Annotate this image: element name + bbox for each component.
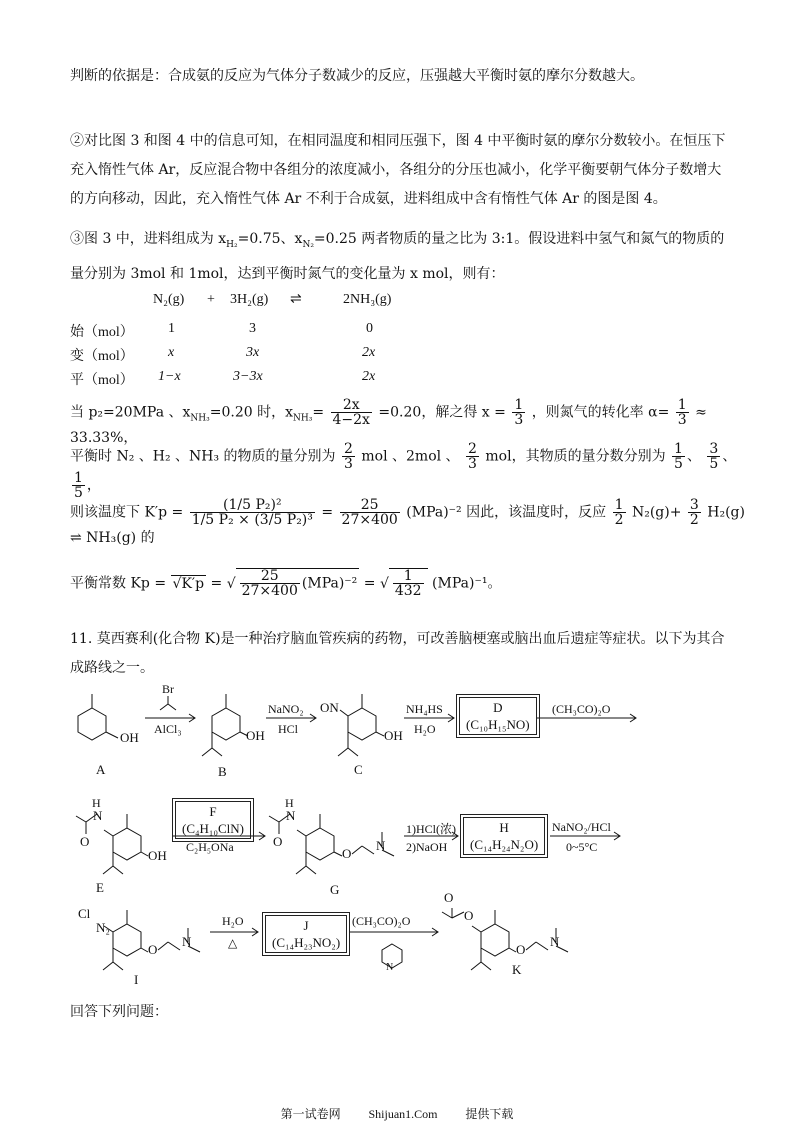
denominator: 3 xyxy=(514,412,524,428)
reagent-heat: △ xyxy=(228,936,238,950)
structure-b-ring xyxy=(212,708,240,740)
fraction xyxy=(393,569,424,598)
cell: 2x xyxy=(362,345,376,360)
text-seg: H₂(g) ⇌ NH₃(g) 的 xyxy=(70,504,745,546)
structure-e-ring xyxy=(113,828,141,860)
reagent-alcl3: AlCl₃ xyxy=(154,722,182,736)
cl-label: Cl xyxy=(78,906,91,921)
n-label: N xyxy=(376,838,386,853)
question-11: 11. 莫西赛利(化合物 K)是一种治疗脑血管疾病的药物，可改善脑梗塞或脑出血后遗症等症状。以下为其合成路线之一。 xyxy=(70,631,725,676)
denominator: 27×400 xyxy=(341,512,398,528)
fraction xyxy=(342,442,355,471)
o-label: O xyxy=(80,834,90,849)
text-seg: (MPa)⁻² xyxy=(301,575,358,592)
fraction xyxy=(72,471,85,500)
fraction xyxy=(512,398,525,427)
reagent-nh4hs: NH₄HS xyxy=(406,702,443,716)
numerator: 1 xyxy=(674,441,683,457)
label-b: B xyxy=(218,764,227,779)
reagent-naoh: 2)NaOH xyxy=(406,840,448,854)
text-seg: =0.25 两者物质的量之比为 3:1。假设进料中氢气和氮气的物质的量分别为 3mol 和 1mol，达到平衡时氮气的变化量为 x mol，则有： xyxy=(70,231,725,282)
paragraph-judgement: 判断的依据是：合成氨的反应为气体分子数减少的反应，压强越大平衡时氨的摩尔分数越大。 xyxy=(70,68,644,84)
reagent-br: Br xyxy=(162,682,174,696)
numerator: 25 xyxy=(340,498,400,513)
fraction xyxy=(240,569,300,598)
reagent-temp: 0~5°C xyxy=(566,840,598,854)
text-seg: ≈ 33.33%， xyxy=(70,404,707,446)
text-seg: (MPa)⁻² 因此，该温度时，反应 xyxy=(406,504,607,521)
o-label: O xyxy=(148,942,158,957)
calc-line-3 xyxy=(70,498,750,547)
row-label: 变（mol） xyxy=(70,349,134,364)
paragraph-feed-composition: ③图 3 中，进料组成为 $x_{H_2}=0.75$、$x_{N_2}=0.25$ 两者物质的量之比为 3:1。假设进料中氢气和氮气的物质的量分别为 3mol 和 1mol，达到平衡时氮气的变化量为 x mol，则有： xyxy=(70,231,725,282)
numerator: 2 xyxy=(344,441,353,457)
numerator: 1 xyxy=(393,569,424,584)
compound-j-box xyxy=(262,912,350,956)
text-seg: 则该温度下 K′p = xyxy=(70,504,184,521)
sqrt-expression: √ $\frac{1}{432}$ xyxy=(380,576,428,592)
table-header-nh3: 2NH₃(g) xyxy=(343,292,392,307)
label-a: A xyxy=(96,762,106,777)
numerator: (1/5 P₂)² xyxy=(190,498,315,513)
compound-d-name: D xyxy=(493,700,503,715)
oh-label: OH xyxy=(246,728,265,743)
text-seg: mol 、2mol 、 xyxy=(361,448,460,465)
structure-c-ring xyxy=(348,708,376,740)
oh-label: OH xyxy=(384,728,403,743)
compound-j-formula: (C₁₄H₂₃NO₂) xyxy=(272,935,341,950)
n-label: N xyxy=(550,934,560,949)
fraction xyxy=(466,442,479,471)
text-seg: ③图 3 中，进料组成为 x xyxy=(70,231,227,247)
text-seg: (MPa)⁻¹。 xyxy=(432,575,502,592)
numerator: 1 xyxy=(74,470,83,486)
ice-table xyxy=(70,292,470,392)
fraction xyxy=(688,498,701,527)
compound-f-name: F xyxy=(209,804,217,819)
row-label: 平（mol） xyxy=(70,373,134,388)
denominator: 2 xyxy=(689,512,699,528)
synthesis-scheme xyxy=(0,682,794,987)
row-label: 始（mol） xyxy=(70,325,134,340)
structure-a-ring xyxy=(78,708,106,740)
answer-prompt: 回答下列问题： xyxy=(70,1004,168,1020)
denominator: 4−2x xyxy=(332,412,370,428)
reagent-h2o: H₂O xyxy=(414,722,436,736)
fraction xyxy=(190,498,315,527)
cell: 3x xyxy=(246,345,260,360)
cell: 3−3x xyxy=(233,369,263,384)
text-seg: 、 xyxy=(686,448,701,465)
denominator: 5 xyxy=(74,485,83,501)
compound-f-formula: (C₄H₁₀ClN) xyxy=(182,821,244,836)
reagent-ac2o: (CH₃CO)₂O xyxy=(552,702,611,716)
radicand: K′p xyxy=(181,575,205,592)
oh-label: OH xyxy=(148,848,167,863)
text-seg: ， xyxy=(86,477,101,494)
fraction xyxy=(676,398,689,427)
calc-line-1: 当 p₂=20MPa 、$x_{NH_3}=0.20$ 时，$x_{NH_3}=$ $\frac{2x}{4-2x}$ =0.20，解之得 x = $\frac{1}{3}$ ，则氮气的转化率 α= $\frac{1}{3}$ ≈ 33.33%， xyxy=(70,397,707,446)
denominator: 5 xyxy=(709,456,719,472)
o-label: O xyxy=(273,834,283,849)
text-seg: N₂(g)+ xyxy=(631,504,682,521)
numerator: 1 xyxy=(677,397,687,413)
reagent-hcl-conc: 1)HCl(浓) xyxy=(406,822,456,836)
o-label: O xyxy=(444,890,454,905)
numerator: 2x xyxy=(331,398,372,413)
sqrt-expression: √ $\frac{25}{27\times 400}$ (MPa)⁻² xyxy=(226,568,358,599)
table-header-h2: 3H₂(g) xyxy=(230,292,269,307)
compound-h-name: H xyxy=(499,820,509,835)
denominator: 1/5 P₂ × (3/5 P₂)³ xyxy=(191,512,313,528)
label-g: G xyxy=(330,882,340,897)
denominator: 5 xyxy=(674,456,683,472)
o-label: O xyxy=(342,846,352,861)
fraction xyxy=(340,498,400,527)
o-label: O xyxy=(464,908,474,923)
text-seg: = xyxy=(321,504,334,521)
h-label: H xyxy=(92,796,101,810)
o-label: O xyxy=(516,942,526,957)
text-seg: = xyxy=(210,575,223,592)
n-label: N xyxy=(93,808,103,823)
numerator: 3 xyxy=(709,441,719,457)
paragraph-comparison: ②对比图 3 和图 4 中的信息可知，在相同温度和相同压强下，图 4 中平衡时氨的摩尔分数较小。在恒压下充入惰性气体 Ar，反应混合物中各组分的浓度减小，各组分的分压也减小，化学平衡要朝气体分子数增大的方向移动，因此，充入惰性气体 Ar 不利于合成氨，进料组成中含有惰性气体 Ar 的图是图 4。 xyxy=(70,133,726,207)
compound-h-box xyxy=(460,814,548,858)
oh-label: OH xyxy=(120,730,139,745)
denominator: 3 xyxy=(344,456,353,472)
reagent-hcl: HCl xyxy=(278,722,299,736)
footer-url: Shijuan1.Com xyxy=(368,1107,438,1121)
n-label: N xyxy=(286,808,296,823)
numerator: 1 xyxy=(514,397,524,413)
h-label: H xyxy=(285,796,294,810)
cell: x xyxy=(168,345,175,360)
cell: 3 xyxy=(249,321,256,336)
compound-j-name: J xyxy=(303,918,309,933)
on-label: ON xyxy=(320,700,339,715)
compound-f-box xyxy=(172,798,254,842)
structure-k-ring xyxy=(481,924,509,956)
cell: 0 xyxy=(366,321,373,336)
text-seg: 平衡时 N₂ 、H₂ 、NH₃ 的物质的量分别为 xyxy=(70,448,336,465)
sqrt-kp: √K′p xyxy=(172,575,205,592)
denominator: 27×400 xyxy=(241,583,298,599)
calc-line-2 xyxy=(70,442,740,500)
denominator: 2 xyxy=(614,512,624,528)
equilibrium-arrow: ⇌ xyxy=(290,292,302,307)
n-label: N xyxy=(182,934,192,949)
compound-h-formula: (C₁₄H₂₄N₂O) xyxy=(470,837,539,852)
footer xyxy=(0,1105,794,1122)
footer-site: 第一试卷网 xyxy=(280,1107,341,1121)
denominator: 3 xyxy=(677,412,687,428)
reagent-h2o: H₂O xyxy=(222,914,244,928)
text-seg: 平衡常数 Kp = xyxy=(70,575,167,592)
text-seg: mol，其物质的量分数分别为 xyxy=(485,448,666,465)
reagent-ac2o: (CH₃CO)₂O xyxy=(352,914,411,928)
numerator: 3 xyxy=(689,497,699,513)
fraction xyxy=(672,442,685,471)
text-seg: 、 xyxy=(722,448,737,465)
reagent-nano2-hcl: NaNO₂/HCl xyxy=(552,820,611,834)
table-header-n2: N₂(g) xyxy=(153,292,185,307)
text-seg: = xyxy=(312,404,325,421)
calc-line-4 xyxy=(70,568,740,598)
table-header-plus: + xyxy=(207,292,215,307)
footer-note: 提供下载 xyxy=(465,1107,514,1121)
text-seg: =0.75、x xyxy=(237,231,303,247)
cell: 1 xyxy=(168,321,175,336)
text-seg: 当 p₂=20MPa 、x xyxy=(70,404,191,421)
cell: 2x xyxy=(362,369,376,384)
fraction xyxy=(613,498,626,527)
text-seg: =0.20，解之得 x = xyxy=(378,404,506,421)
reagent-c2h5ona: C₂H₅ONa xyxy=(186,840,234,854)
numerator: 25 xyxy=(240,569,300,584)
label-c: C xyxy=(354,762,363,777)
compound-d-formula: (C₁₀H₁₅NO) xyxy=(466,717,530,732)
structure-g-ring xyxy=(306,828,334,860)
label-i: I xyxy=(134,972,139,987)
text-seg: = xyxy=(363,575,376,592)
n2-label: N₂ xyxy=(96,920,110,935)
label-k: K xyxy=(512,962,522,977)
reagent-nano2: NaNO₂ xyxy=(268,702,304,716)
fraction xyxy=(707,442,720,471)
compound-d-box xyxy=(456,694,540,738)
label-e: E xyxy=(96,880,104,895)
text-seg: ，则氮气的转化率 α= xyxy=(531,404,670,421)
fraction xyxy=(331,398,372,427)
n-label: N xyxy=(386,962,394,973)
denominator: 3 xyxy=(468,456,477,472)
numerator: 2 xyxy=(468,441,477,457)
cell: 1−x xyxy=(158,369,181,384)
denominator: 432 xyxy=(394,583,422,599)
text-seg: =0.20 时，x xyxy=(209,404,293,421)
numerator: 1 xyxy=(614,497,624,513)
structure-i-ring xyxy=(113,924,141,956)
